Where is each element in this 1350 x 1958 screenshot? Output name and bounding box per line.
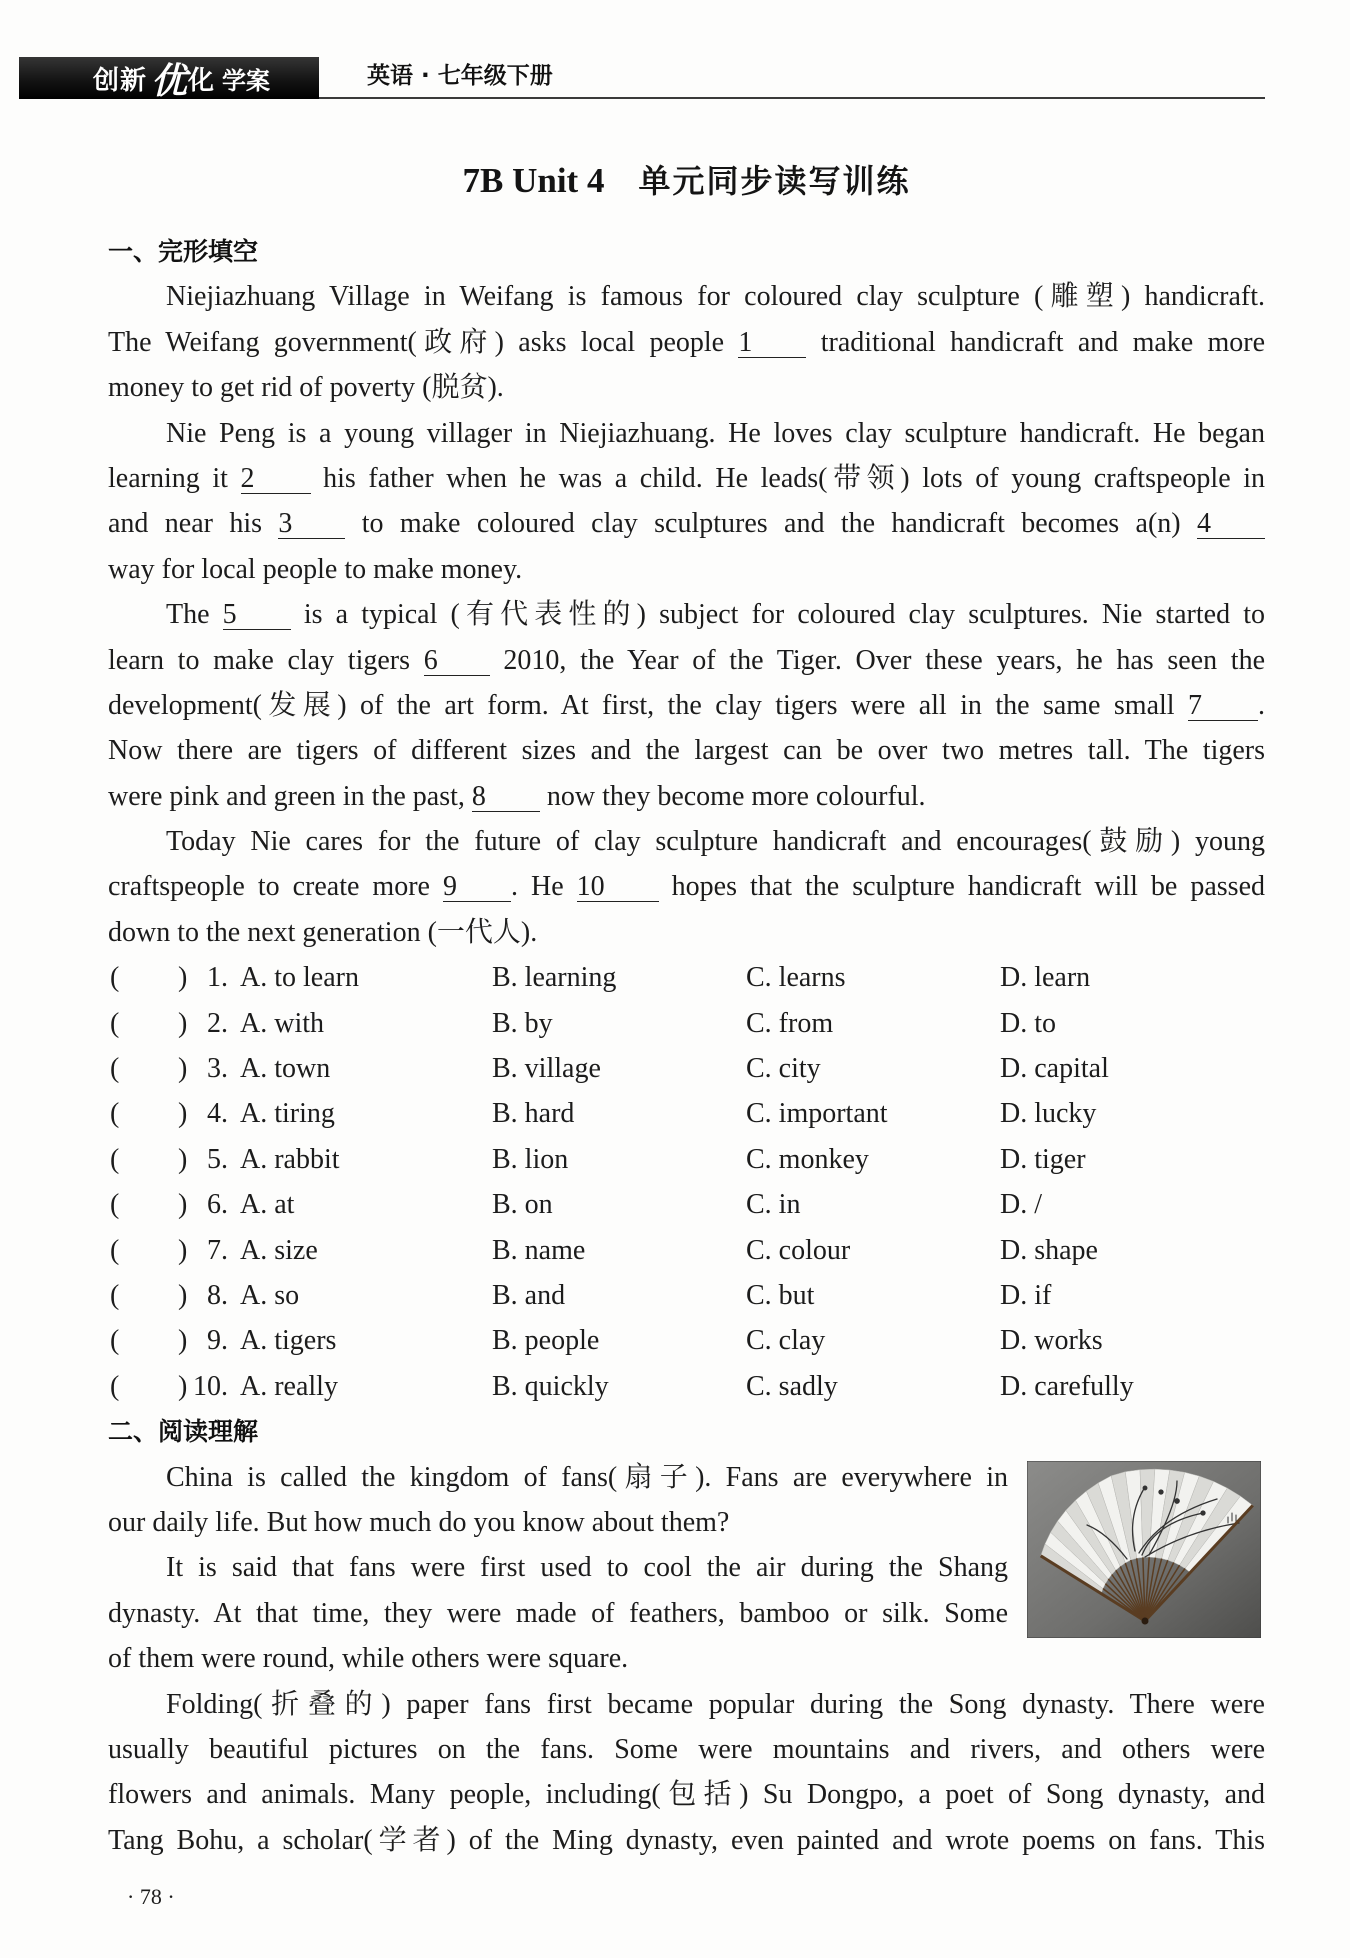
answer-paren-close: ) bbox=[178, 1234, 188, 1266]
answer-paren-close: ) bbox=[178, 1370, 188, 1402]
option-b: B. hard bbox=[492, 1098, 575, 1130]
passage-line bbox=[108, 774, 1265, 819]
option-b: B. and bbox=[492, 1279, 566, 1311]
passage-line bbox=[108, 819, 1265, 864]
brand-part: 优 bbox=[151, 60, 188, 102]
passage-text: were pink and green in the past, bbox=[108, 780, 465, 812]
answer-paren-open: ( bbox=[110, 962, 120, 994]
question-row bbox=[108, 1182, 1265, 1227]
passage-text: It is said that fans were first used to cool the air during the Shang bbox=[166, 1552, 1008, 1584]
passage-line bbox=[108, 411, 1265, 456]
passage-text: China is called the kingdom of fans(扇子). Fans are everywhere in bbox=[166, 1461, 1008, 1493]
question-row bbox=[108, 1318, 1265, 1363]
page-number: · 78 · bbox=[127, 1884, 175, 1909]
option-c: C. important bbox=[746, 1098, 888, 1130]
option-c: C. sadly bbox=[746, 1370, 838, 1402]
passage-text: Now there are tigers of different sizes and the largest can be over two metres tall. The tigers bbox=[108, 735, 1265, 767]
question-number: 10. bbox=[193, 1370, 228, 1402]
passage-line bbox=[108, 547, 1265, 592]
folding-fan-photo bbox=[1027, 1461, 1261, 1638]
passage-line bbox=[108, 638, 1265, 683]
passage-text: money to get rid of poverty (脱贫). bbox=[108, 372, 504, 404]
question-number: 6. bbox=[207, 1189, 228, 1221]
option-c: C. learns bbox=[746, 962, 846, 994]
option-a: A. rabbit bbox=[240, 1143, 340, 1175]
answer-paren-open: ( bbox=[110, 1325, 120, 1357]
passage-line bbox=[108, 683, 1265, 728]
question-number: 8. bbox=[207, 1279, 228, 1311]
option-d: D. / bbox=[1000, 1189, 1042, 1221]
passage-text: way for local people to make money. bbox=[108, 553, 523, 585]
answer-paren-close: ) bbox=[178, 1189, 188, 1221]
option-d: D. learn bbox=[1000, 962, 1091, 994]
passage-text: Folding(折叠的) paper fans first became popular during the Song dynasty. There were bbox=[166, 1688, 1265, 1720]
option-b: B. by bbox=[492, 1007, 553, 1039]
option-b: B. name bbox=[492, 1234, 586, 1266]
answer-paren-open: ( bbox=[110, 1189, 120, 1221]
option-d: D. if bbox=[1000, 1279, 1052, 1311]
passage-text: . bbox=[1258, 689, 1265, 721]
brand-part: 化 bbox=[188, 65, 215, 96]
passage-line bbox=[108, 864, 1265, 909]
answer-paren-open: ( bbox=[110, 1007, 120, 1039]
brand-banner bbox=[19, 57, 319, 102]
question-row bbox=[108, 1091, 1265, 1136]
passage-text: now they become more colourful. bbox=[546, 780, 926, 812]
passage-line bbox=[108, 1772, 1265, 1817]
option-a: A. so bbox=[240, 1279, 300, 1311]
title-unit: 7B Unit 4 bbox=[462, 161, 605, 200]
passage-text: of them were round, while others were square. bbox=[108, 1643, 629, 1675]
blank-8: 8 bbox=[472, 783, 540, 812]
question-number: 1. bbox=[207, 962, 228, 994]
option-d: D. capital bbox=[1000, 1053, 1109, 1085]
passage-text: Today Nie cares for the future of clay sculpture handicraft and encourages(鼓励) young bbox=[166, 826, 1265, 858]
passage-line bbox=[108, 274, 1265, 319]
passage-text: hopes that the sculpture handicraft will be passed bbox=[671, 871, 1265, 903]
answer-paren-close: ) bbox=[178, 1325, 188, 1357]
question-number: 9. bbox=[207, 1325, 228, 1357]
passage-text: traditional handicraft and make more bbox=[820, 326, 1265, 358]
option-c: C. colour bbox=[746, 1234, 851, 1266]
passage-line bbox=[108, 1545, 1008, 1590]
passage-line bbox=[108, 1727, 1265, 1772]
question-row bbox=[108, 1046, 1265, 1091]
option-a: A. tigers bbox=[240, 1325, 337, 1357]
brand-logo bbox=[93, 57, 271, 102]
option-c: C. monkey bbox=[746, 1143, 869, 1175]
option-a: A. to learn bbox=[240, 962, 359, 994]
cloze-passage bbox=[108, 274, 1265, 955]
question-number: 3. bbox=[207, 1053, 228, 1085]
blank-9: 9 bbox=[443, 873, 511, 902]
answer-paren-close: ) bbox=[178, 962, 188, 994]
passage-text: craftspeople to create more bbox=[108, 871, 430, 903]
question-number: 4. bbox=[207, 1098, 228, 1130]
passage-line bbox=[108, 1591, 1008, 1636]
option-b: B. lion bbox=[492, 1143, 569, 1175]
question-row bbox=[108, 955, 1265, 1000]
option-b: B. on bbox=[492, 1189, 553, 1221]
option-d: D. works bbox=[1000, 1325, 1103, 1357]
section-heading-reading: 二、阅读理解 bbox=[108, 1417, 259, 1447]
passage-line bbox=[108, 501, 1265, 546]
answer-paren-close: ) bbox=[178, 1143, 188, 1175]
passage-line bbox=[108, 365, 1265, 410]
answer-paren-close: ) bbox=[178, 1007, 188, 1039]
page-title bbox=[108, 156, 1265, 206]
passage-line bbox=[108, 456, 1265, 501]
question-row bbox=[108, 1364, 1265, 1409]
answer-paren-open: ( bbox=[110, 1053, 120, 1085]
passage-text: usually beautiful pictures on the fans. Some were mountains and rivers, and others were bbox=[108, 1733, 1265, 1765]
answer-paren-close: ) bbox=[178, 1053, 188, 1085]
passage-text: dynasty. At that time, they were made of feathers, bamboo or silk. Some bbox=[108, 1597, 1008, 1629]
blank-7: 7 bbox=[1188, 692, 1258, 721]
blank-3: 3 bbox=[278, 510, 345, 539]
passage-line bbox=[108, 1818, 1265, 1863]
answer-paren-close: ) bbox=[178, 1279, 188, 1311]
blank-1: 1 bbox=[738, 329, 806, 358]
answer-paren-open: ( bbox=[110, 1370, 120, 1402]
option-a: A. tiring bbox=[240, 1098, 335, 1130]
cloze-questions bbox=[108, 955, 1265, 1409]
passage-text: The bbox=[166, 599, 210, 631]
passage-text: Niejiazhuang Village in Weifang is famous for coloured clay sculpture (雕塑) handicraft. bbox=[166, 281, 1265, 313]
blank-2: 2 bbox=[241, 465, 311, 494]
blank-10: 10 bbox=[577, 873, 659, 902]
question-number: 7. bbox=[207, 1234, 228, 1266]
question-row bbox=[108, 1001, 1265, 1046]
passage-text: 2010, the Year of the Tiger. Over these years, he has seen the bbox=[503, 644, 1265, 676]
option-a: A. town bbox=[240, 1053, 331, 1085]
passage-text: . He bbox=[510, 871, 564, 903]
passage-line bbox=[108, 910, 1265, 955]
option-b: B. learning bbox=[492, 962, 617, 994]
passage-text: his father when he was a child. He leads(带领) lots of young craftspeople in bbox=[323, 462, 1265, 494]
option-a: A. size bbox=[240, 1234, 318, 1266]
brand-part: 学案 bbox=[222, 66, 271, 95]
section-heading-cloze: 一、完形填空 bbox=[108, 237, 259, 266]
option-b: B. people bbox=[492, 1325, 600, 1357]
passage-text: is a typical (有代表性的) subject for coloured clay sculptures. Nie started to bbox=[303, 599, 1265, 631]
passage-line bbox=[108, 1636, 1008, 1681]
blank-5: 5 bbox=[223, 601, 291, 630]
passage-line bbox=[108, 1682, 1265, 1727]
option-d: D. carefully bbox=[1000, 1370, 1134, 1402]
passage-text: learning it bbox=[108, 462, 228, 494]
option-a: A. with bbox=[240, 1007, 324, 1039]
brand-part: 创新 bbox=[93, 65, 148, 96]
passage-text: and near his bbox=[108, 508, 262, 540]
passage-line bbox=[108, 320, 1265, 365]
option-c: C. from bbox=[746, 1007, 834, 1039]
passage-text: learn to make clay tigers bbox=[108, 644, 411, 676]
option-d: D. to bbox=[1000, 1007, 1056, 1039]
question-row bbox=[108, 1137, 1265, 1182]
answer-paren-open: ( bbox=[110, 1279, 120, 1311]
passage-text: development(发展) of the art form. At first, the clay tigers were all in the same small bbox=[108, 689, 1175, 721]
option-d: D. shape bbox=[1000, 1234, 1098, 1266]
option-c: C. clay bbox=[746, 1325, 826, 1357]
title-name: 单元同步读写训练 bbox=[638, 162, 911, 200]
answer-paren-open: ( bbox=[110, 1098, 120, 1130]
blank-4: 4 bbox=[1197, 510, 1265, 539]
passage-text: our daily life. But how much do you know about them? bbox=[108, 1506, 730, 1538]
passage-line bbox=[108, 1455, 1008, 1500]
question-row bbox=[108, 1273, 1265, 1318]
option-d: D. tiger bbox=[1000, 1143, 1086, 1175]
header-rule bbox=[319, 97, 1265, 99]
book-subject: 英语 · 七年级下册 bbox=[367, 63, 553, 89]
passage-line bbox=[108, 1500, 1008, 1545]
option-c: C. but bbox=[746, 1279, 815, 1311]
passage-text: flowers and animals. Many people, including(包括) Su Dongpo, a poet of Song dynasty, and bbox=[108, 1779, 1265, 1811]
passage-line bbox=[108, 728, 1265, 773]
question-number: 5. bbox=[207, 1143, 228, 1175]
option-a: A. at bbox=[240, 1189, 295, 1221]
option-c: C. in bbox=[746, 1189, 801, 1221]
option-b: B. village bbox=[492, 1053, 601, 1085]
passage-text: Nie Peng is a young villager in Niejiazhuang. He loves clay sculpture handicraft. He began bbox=[166, 417, 1265, 449]
answer-paren-open: ( bbox=[110, 1234, 120, 1266]
passage-line bbox=[108, 592, 1265, 637]
passage-text: down to the next generation (一代人). bbox=[108, 916, 538, 948]
answer-paren-close: ) bbox=[178, 1098, 188, 1130]
option-c: C. city bbox=[746, 1053, 821, 1085]
passage-text: to make coloured clay sculptures and the handicraft becomes a(n) bbox=[361, 508, 1181, 540]
passage-text: Tang Bohu, a scholar(学者) of the Ming dynasty, even painted and wrote poems on fans. This bbox=[108, 1824, 1265, 1856]
question-number: 2. bbox=[207, 1007, 228, 1039]
passage-text: The Weifang government(政府) asks local people bbox=[108, 326, 725, 358]
option-d: D. lucky bbox=[1000, 1098, 1097, 1130]
option-a: A. really bbox=[240, 1370, 338, 1402]
fan-pivot bbox=[1142, 1618, 1149, 1625]
question-row bbox=[108, 1228, 1265, 1273]
blank-6: 6 bbox=[424, 647, 490, 676]
option-b: B. quickly bbox=[492, 1370, 609, 1402]
answer-paren-open: ( bbox=[110, 1143, 120, 1175]
